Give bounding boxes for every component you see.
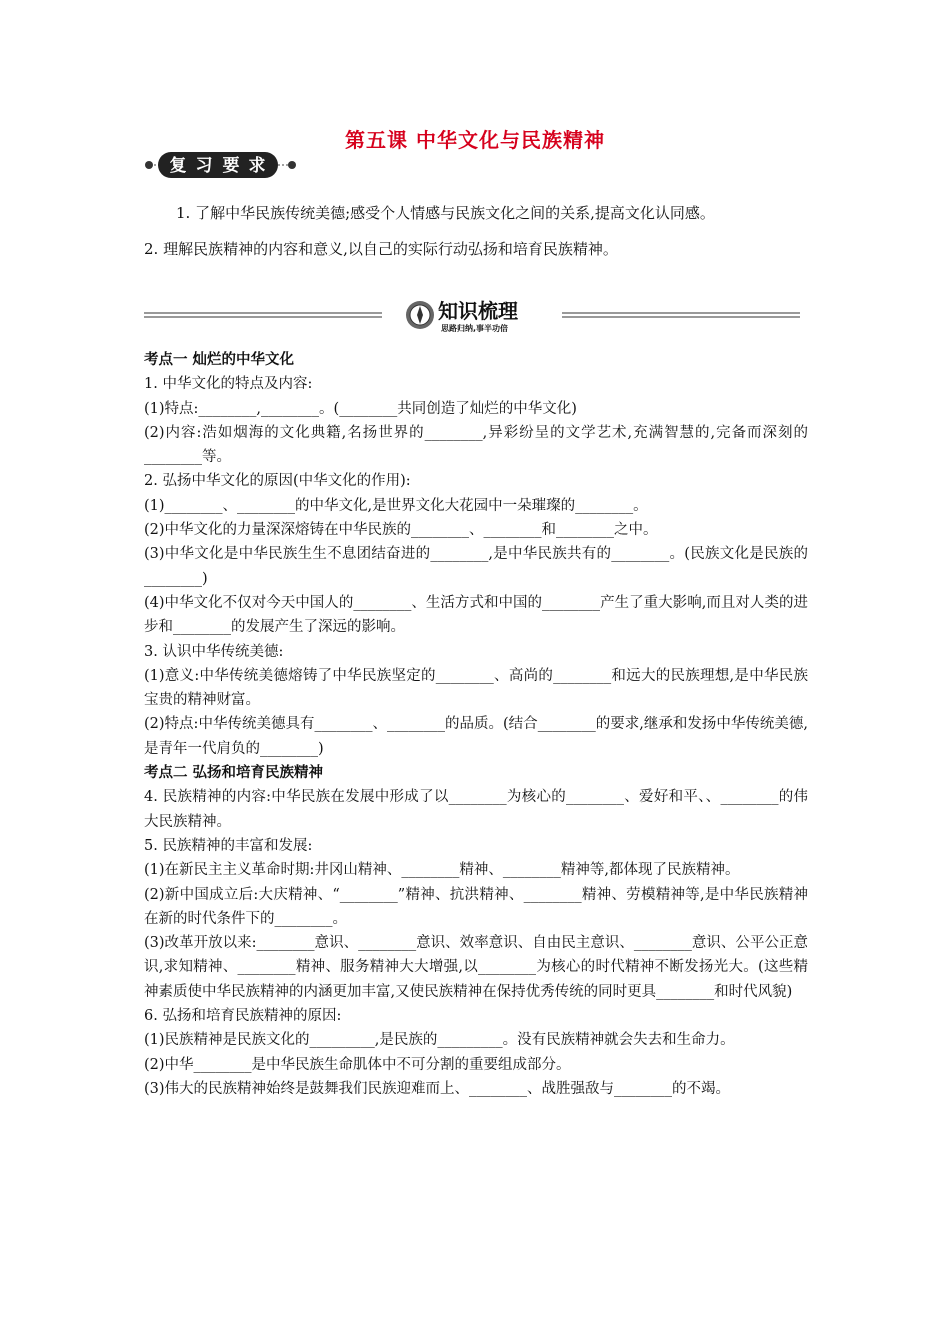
banner-title: 知识梳理 xyxy=(438,299,518,323)
knowledge-content xyxy=(144,348,808,1101)
compass-icon xyxy=(406,301,434,329)
section-heading: 考点二 弘扬和培育民族精神 xyxy=(144,765,324,782)
badge-char: 复 xyxy=(169,156,187,176)
banner-subtitle: 思路归纳,事半功倍 xyxy=(441,324,509,333)
content-line: (2)中华文化的力量深深熔铸在中华民族的________、________和________之中。 xyxy=(144,522,658,539)
content-line: (4)中华文化不仅对今天中国人的________、生活方式和中国的________产生了重大影响,而且对人类的进步和________的发展产生了深远的影响。 xyxy=(144,594,808,636)
content-line: (3)中华文化是中华民族生生不息团结奋进的________,是中华民族共有的________。(民族文化是民族的________) xyxy=(144,546,808,587)
content-line: 1. 中华文化的特点及内容: xyxy=(144,376,313,393)
content-line: (1)在新民主主义革命时期:井冈山精神、________精神、________精神等,都体现了民族精神。 xyxy=(144,862,740,879)
content-line: (2)内容:浩如烟海的文化典籍,名扬世界的________,异彩纷呈的文学艺术,充满智慧的,完备而深刻的________等。 xyxy=(144,424,808,466)
content-line: (2)新中国成立后:大庆精神、“________”精神、抗洪精神、________精神、劳模精神等,是中华民族精神在新的时代条件下的________。 xyxy=(144,886,808,927)
page-title: 第五课 中华文化与民族精神 xyxy=(345,128,605,152)
content-line: 3. 认识中华传统美德: xyxy=(144,643,284,660)
content-line: (1)特点:________,________。(________共同创造了灿烂的中华文化) xyxy=(144,400,577,417)
review-requirements-badge xyxy=(144,150,298,180)
badge-char: 习 xyxy=(195,156,213,176)
requirement-1: 1. 了解中华民族传统美德;感受个人情感与民族文化之间的关系,提高文化认同感。 xyxy=(176,204,715,222)
content-line: 5. 民族精神的丰富和发展: xyxy=(144,837,313,854)
content-line: (1)________、________的中华文化,是世界文化大花园中一朵璀璨的________。 xyxy=(144,497,648,514)
content-line: (2)中华________是中华民族生命肌体中不可分割的重要组成部分。 xyxy=(144,1056,571,1073)
knowledge-banner xyxy=(144,296,800,336)
content-line: (1)意义:中华传统美德熔铸了中华民族坚定的________、高尚的________和远大的民族理想,是中华民族宝贵的精神财富。 xyxy=(144,667,808,709)
dot-icon xyxy=(145,161,153,169)
content-line: (3)伟大的民族精神始终是鼓舞我们民族迎难而上、________、战胜强敌与________的不竭。 xyxy=(144,1080,731,1097)
content-line: 4. 民族精神的内容:中华民族在发展中形成了以________为核心的________、爱好和平、、________的伟大民族精神。 xyxy=(144,789,808,830)
content-line: (1)民族精神是民族文化的_________,是民族的_________。没有民族精神就会失去和生命力。 xyxy=(144,1032,735,1049)
content-line: (2)特点:中华传统美德具有________、________的品质。(结合________的要求,继承和发扬中华传统美德,是青年一代肩负的________) xyxy=(144,716,808,757)
content-line: 6. 弘扬和培育民族精神的原因: xyxy=(144,1008,342,1025)
content-line: (3)改革开放以来:________意识、________意识、效率意识、自由民主意识、________意识、公平公正意识,求知精神、________精神、服务精神大大增强,以________为核心的时代精神不断发扬光大。(这些精神素质使中华民族精神的内涵更加丰富,又使民族精神在保持优秀传统的同时更具________和时代风貌) xyxy=(144,935,808,1000)
content-line: 2. 弘扬中华文化的原因(中华文化的作用): xyxy=(144,473,411,490)
badge-char: 求 xyxy=(248,156,266,176)
requirement-2: 2. 理解民族精神的内容和意义,以自己的实际行动弘扬和培育民族精神。 xyxy=(144,240,618,258)
section-heading: 考点一 灿烂的中华文化 xyxy=(144,352,295,368)
badge-char: 要 xyxy=(222,156,240,176)
dot-icon xyxy=(288,161,296,169)
